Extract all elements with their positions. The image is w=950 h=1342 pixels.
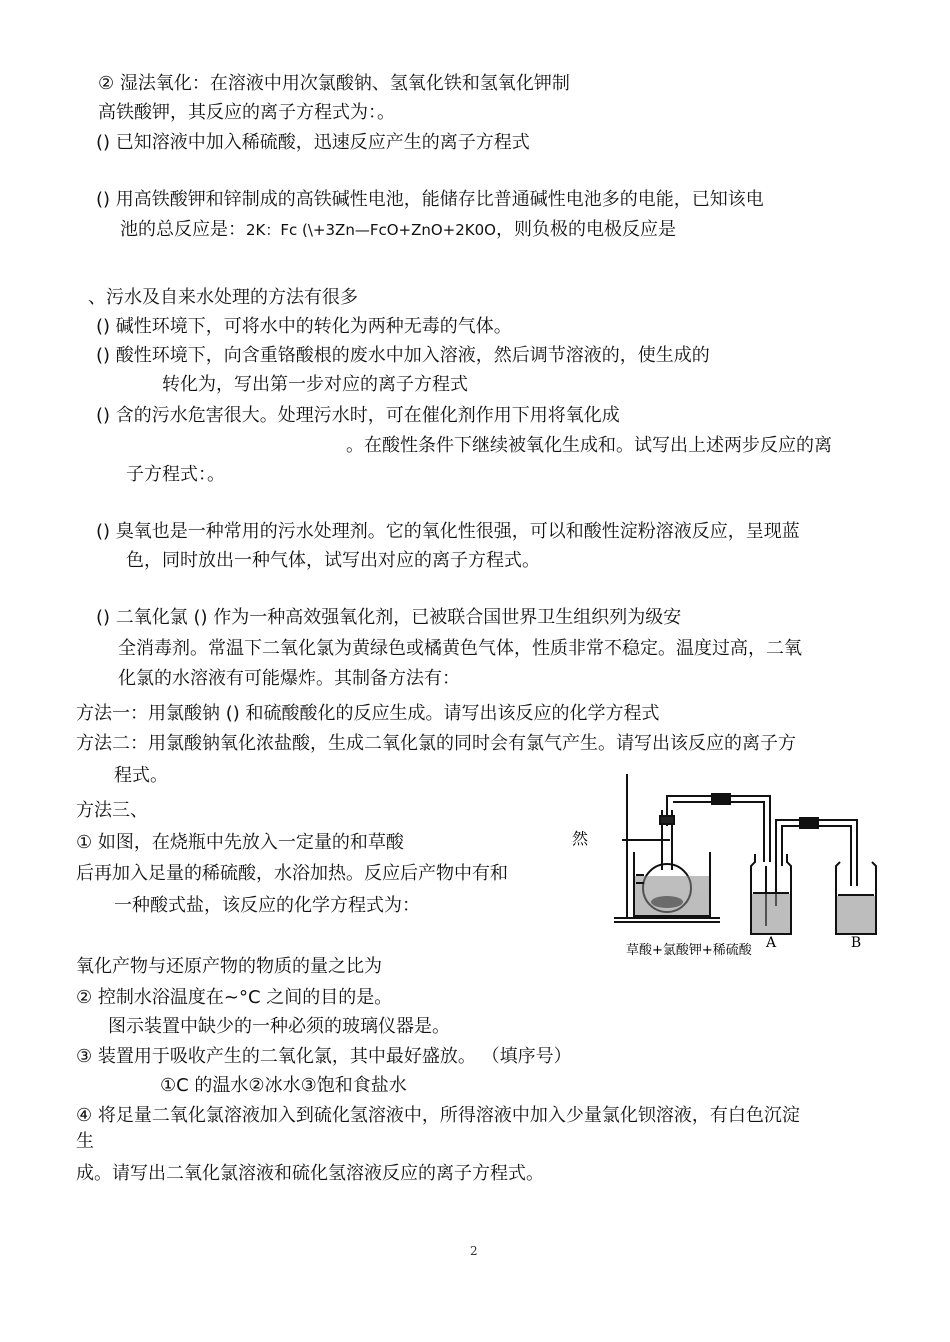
apparatus-drawing (570, 766, 900, 962)
text-line-10: () 含的污水危害很大。处理污水时，可在催化剂作用下用将氧化成 (96, 405, 620, 426)
text-line-31: 生 (76, 1131, 94, 1152)
text-line-32: 成。请写出二氧化氯溶液和硫化氢溶液反应的离子方程式。 (76, 1163, 544, 1184)
battery-reaction-intro: 池的总反应是： (120, 219, 246, 240)
options-line: ①C 的温水②冰水③饱和食盐水 (160, 1075, 407, 1096)
text-line-16: 全消毒剂。常温下二氧化氯为黄绿色或橘黄色气体，性质非常不稳定。温度过高，二氧 (118, 638, 802, 659)
text-line-13: () 臭氧也是一种常用的污水处理剂。它的氧化性很强，可以和酸性淀粉溶液反应，呈现蓝 (96, 521, 800, 542)
method-2: 方法二：用氯酸钠氧化浓盐酸，生成二氧化氯的同时会有氯气产生。请写出该反应的离子方 (76, 733, 796, 754)
text-line-23: 后再加入足量的稀硫酸，水浴加热。反应后产物中有和 (76, 863, 508, 884)
text-line-17: 化氯的水溶液有可能爆炸。其制备方法有： (118, 668, 460, 689)
text-line-25: 氧化产物与还原产物的物质的量之比为 (76, 956, 382, 977)
text-line-11: 。在酸性条件下继续被氧化生成和。试写出上述两步反应的离 (346, 435, 832, 456)
battery-question: ，则负极的电极反应是 (495, 219, 676, 240)
text-line-5 (120, 218, 676, 242)
apparatus-figure (570, 766, 900, 962)
method-3: 方法三、 (76, 800, 148, 821)
text-line-7: () 碱性环境下，可将水中的转化为两种无毒的气体。 (96, 316, 512, 337)
text-line-4: () 用高铁酸钾和锌制成的高铁碱性电池，能储存比普通碱性电池多的电能，已知该电 (96, 189, 764, 210)
step-1: ① 如图，在烧瓶中先放入一定量的和草酸 (76, 832, 404, 853)
page-number: 2 (470, 1244, 478, 1258)
figure-label-a: A (765, 935, 777, 951)
text-line-8: () 酸性环境下，向含重铬酸根的废水中加入溶液，然后调节溶液的，使生成的 (96, 345, 710, 366)
text-line-2: 高铁酸钾，其反应的离子方程式为：。 (98, 102, 395, 123)
text-line-14: 色，同时放出一种气体，试写出对应的离子方程式。 (126, 550, 540, 571)
text-line-12: 子方程式：。 (126, 464, 225, 485)
figure-label-b: B (850, 935, 862, 951)
text-line-24: 一种酸式盐，该反应的化学方程式为： (114, 895, 420, 916)
method-1: 方法一：用氯酸钠 () 和硫酸酸化的反应生成。请写出该反应的化学方程式 (76, 703, 660, 724)
step-2: ② 控制水浴温度在~°C 之间的目的是。 (76, 987, 393, 1008)
text-line-27: 图示装置中缺少的一种必须的玻璃仪器是。 (108, 1016, 450, 1037)
battery-equation: 2K：Fc (\+3Zn—FcO+ZnO+2K0O (246, 221, 496, 239)
text-line-3: () 已知溶液中加入稀硫酸，迅速反应产生的离子方程式 (96, 132, 530, 153)
figure-side-mark: 然 (572, 829, 589, 848)
text-line-9: 转化为，写出第一步对应的离子方程式 (162, 374, 468, 395)
step-4: ④ 将足量二氧化氯溶液加入到硫化氢溶液中，所得溶液中加入少量氯化钡溶液，有白色沉淀 (76, 1105, 800, 1126)
text-line-1: ② 湿法氧化：在溶液中用次氯酸钠、氢氧化铁和氢氧化钾制 (98, 73, 570, 94)
text-line-20: 程式。 (114, 765, 168, 786)
section-heading: 、污水及自来水处理的方法有很多 (88, 287, 358, 308)
step-3: ③ 装置用于吸收产生的二氧化氯，其中最好盛放。 （填序号） (76, 1046, 572, 1067)
text-line-15: () 二氧化氯 () 作为一种高效强氧化剂，已被联合国世界卫生组织列为级安 (96, 607, 682, 628)
figure-caption: 草酸+氯酸钾+稀硫酸 (626, 943, 752, 958)
